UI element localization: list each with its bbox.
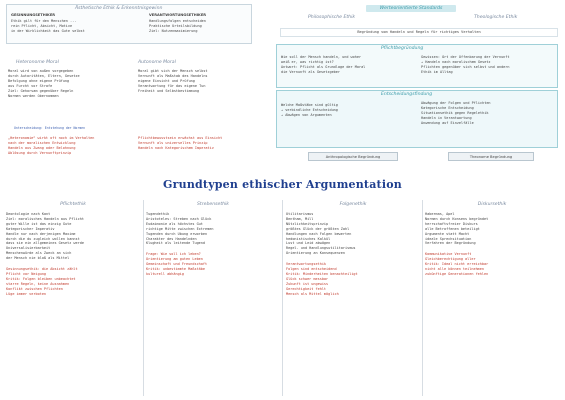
- autonomy-list: [138, 69, 260, 94]
- list-item: Frage: Wie soll ich leben?: [146, 252, 201, 257]
- main-title: Grundtypen ethischer Argumentation: [163, 178, 402, 191]
- theonomous-label: Theonome Begründung: [448, 152, 534, 161]
- list-item: Utilitarismus: [286, 212, 314, 216]
- list-item: Pflichten gegenüber sich selbst und andern: [421, 64, 510, 69]
- list-item: Ethik im Alltag: [421, 69, 453, 74]
- list-item: Kategorische Entscheidung: [421, 105, 474, 110]
- list-item: die Vernunft als Gesetzgeber: [281, 69, 341, 74]
- list-item: Ziel: Nutzenmaximierung: [149, 28, 198, 33]
- list-item: Zukunft ist ungewiss: [286, 281, 329, 286]
- top-right-title-banner: [366, 5, 456, 12]
- list-item: Freiheit und Selbstbestimmung: [138, 88, 200, 93]
- column-title: Diskursethik: [477, 202, 507, 207]
- col2-list: [149, 19, 249, 34]
- list-item: Gesinnungsethik: die Absicht zählt: [6, 267, 78, 272]
- column-main-list: [6, 212, 140, 261]
- list-item: Moral gibt sich der Mensch selbst: [138, 69, 208, 73]
- list-item: Kommunikative Vernunft: [425, 252, 472, 257]
- list-item: aus Furcht vor Strafe: [8, 83, 53, 88]
- top-right-subtitle: Begründung vom Handeln und Regeln für richtiges Verhalten: [280, 28, 558, 37]
- note: Unterscheidung: Entstehung der Normen: [14, 126, 86, 130]
- list-item: Kategorischer Imperativ: [6, 226, 55, 231]
- list-item: Menschenwürde als Zweck an sich: [6, 251, 72, 256]
- list-item: Anwendung auf Einzelfälle: [421, 120, 474, 125]
- column-red-list: [425, 252, 559, 277]
- list-item: herrschaftsfreier Diskurs: [425, 221, 478, 226]
- heteronomy-list: [8, 69, 130, 98]
- left-label: Philosophische Ethik: [308, 15, 356, 20]
- list-item: Ziel: moralisches Handeln aus Pflicht: [6, 216, 84, 221]
- list-item: Lust und Leid abwägen: [286, 241, 331, 246]
- list-item: größtes Glück der größten Zahl: [286, 226, 350, 231]
- list-item: Lüge immer verboten: [6, 291, 47, 296]
- list-item: Klugheit als leitende Tugend: [146, 241, 206, 246]
- list-item: Kritik: Minderheiten benachteiligt: [286, 271, 358, 276]
- list-item: Situationsethik gegen Regelethik: [421, 110, 489, 115]
- list-item: alle Betroffenen beteiligt: [425, 226, 480, 231]
- list-item: eigene Einsicht und Prüfung: [138, 78, 195, 83]
- decision-left-list: [281, 103, 415, 118]
- list-item: hedonistisches Kalkül: [286, 236, 331, 241]
- list-item: nicht alle können teilnehmen: [425, 267, 485, 272]
- list-item: richtige Mitte zwischen Extremen: [146, 226, 214, 231]
- top-left-panel: [6, 4, 252, 44]
- top-right-panel: [278, 4, 558, 44]
- autonomy-title: Autonome Moral: [138, 60, 176, 65]
- column-divider: [143, 200, 144, 396]
- list-item: Bentham, Mill: [286, 216, 314, 221]
- heteronomy-red-list: [8, 136, 132, 156]
- list-item: Welche Maßstäbe sind gültig: [281, 103, 338, 107]
- argument-column: [286, 202, 420, 297]
- list-item: Gleichberechtigung aller: [425, 257, 476, 262]
- list-item: Verantwortungsethik: [286, 262, 327, 267]
- list-item: Praktische Urteilsbildung: [149, 23, 202, 28]
- list-item: durch die du zugleich wollen kannst: [6, 236, 80, 241]
- list-item: durch Autoritäten, Eltern, Gesetze: [8, 73, 80, 78]
- list-item: Ablösung durch Vernunftprinzip: [8, 150, 72, 155]
- argument-column: [425, 202, 559, 277]
- list-item: Gerechtigkeit fehlt: [286, 286, 327, 291]
- list-item: Kritik: unbestimmte Maßstäbe: [146, 267, 206, 272]
- list-item: guter Wille ist das einzig Gute: [6, 221, 72, 226]
- col1-list: [11, 19, 139, 34]
- list-item: Orientierung am guten Leben: [146, 257, 203, 262]
- duty-box: [276, 44, 558, 88]
- list-item: Universalisierbarkeit: [6, 246, 51, 251]
- list-item: Ziel: Gehorsam gegenüber Regeln: [8, 88, 74, 93]
- autonomy-red-list: [138, 136, 260, 151]
- list-item: Handle nur nach derjenigen Maxime: [6, 231, 76, 236]
- list-item: der Mensch nie bloß als Mittel: [6, 256, 70, 261]
- list-item: dass sie ein allgemeines Gesetz werde: [6, 241, 84, 246]
- list-item: Befolgung ohne eigene Prüfung: [8, 78, 70, 83]
- column-red-list: [6, 267, 140, 296]
- list-item: Ethik gilt für den Menschen ...: [11, 19, 77, 23]
- decision-right-list: [421, 101, 555, 126]
- list-item: Eudaimonie als höchstes Gut: [146, 221, 203, 226]
- list-item: Argumente statt Macht: [425, 231, 470, 236]
- list-item: Handlungsfolgen entscheiden: [149, 19, 206, 23]
- column-title: Pflichtethik: [60, 202, 86, 207]
- column-main-list: [146, 212, 280, 246]
- column-red-list: [146, 252, 280, 277]
- list-item: Konflikt zwischen Pflichten: [6, 286, 63, 291]
- list-item: Moral wird von außen vorgegeben: [8, 69, 74, 73]
- list-item: in der Wirklichkeit das Gute selbst: [11, 28, 85, 33]
- list-item: Habermas, Apel: [425, 212, 455, 216]
- list-item: starre Regeln, keine Ausnahmen: [6, 281, 70, 286]
- duty-right-list: [421, 55, 555, 75]
- list-item: Normen durch Konsens begründet: [425, 216, 489, 221]
- list-item: Gewissen: Ort der Offenbarung der Vernunft: [421, 55, 510, 59]
- column-title: Strebensethik: [197, 202, 229, 207]
- list-item: Pflicht vor Neigung: [6, 271, 47, 276]
- list-item: kulturell abhängig: [146, 271, 184, 276]
- list-item: Folgen sind entscheidend: [286, 267, 337, 272]
- column-title: Folgenethik: [339, 202, 367, 207]
- list-item: ideale Sprechsituation: [425, 236, 472, 241]
- list-item: Orientierung an Konsequenzen: [286, 251, 346, 256]
- column-red-list: [286, 262, 420, 296]
- top-right-title: Werteorientierte Standards: [379, 6, 443, 11]
- argument-column: [6, 202, 140, 297]
- anthropological-label: Anthropologische Begründung: [308, 152, 398, 161]
- column-main-list: [425, 212, 559, 246]
- list-item: Handeln in Verantwortung: [421, 115, 472, 120]
- list-item: Mensch als Mittel möglich: [286, 291, 339, 296]
- list-item: Charakter des Handelnden: [146, 236, 197, 241]
- list-item: Abwägung der Folgen und Pflichten: [421, 101, 491, 105]
- list-item: Regel- und Handlungsutilitarismus: [286, 246, 356, 251]
- duty-left-list: [281, 55, 415, 75]
- list-item: Tugenden durch Übung erworben: [146, 231, 208, 236]
- list-item: Handlungen nach Folgen bewerten: [286, 231, 352, 236]
- list-item: Kritik: Ideal nicht erreichbar: [425, 262, 489, 267]
- list-item: → Handeln nach moralischem Gesetz: [421, 59, 491, 64]
- list-item: Nützlichkeitsprinzip: [286, 221, 329, 226]
- list-item: Gemeinschaft und Freundschaft: [146, 262, 208, 267]
- list-item: Normen werden übernommen: [8, 93, 59, 98]
- top-left-title: Ästhetische Ethik & Erkenntnisgewinn: [75, 6, 163, 11]
- list-item: → verbindliche Entscheidung: [281, 107, 338, 112]
- right-label: Theologische Ethik: [474, 15, 518, 20]
- list-item: Verantwortung für das eigene Tun: [138, 83, 206, 88]
- list-item: Glück schwer messbar: [286, 276, 329, 281]
- list-item: Kritik: Folgen bleiben unbeachtet: [6, 276, 76, 281]
- list-item: Wie soll der Mensch handeln, und woher: [281, 55, 362, 59]
- list-item: Vernunft als universelles Prinzip: [138, 140, 208, 145]
- column-main-list: [286, 212, 420, 256]
- col1-heading: GESINNUNGSETHIKER: [11, 13, 56, 17]
- column-divider: [282, 200, 283, 396]
- list-item: Handeln aus Zwang oder Belohnung: [8, 145, 76, 150]
- list-item: „Heteronomie“ wirkt oft noch im Verhalten: [8, 136, 95, 140]
- col2-heading: VERANTWORTUNGSETHIKER: [149, 13, 207, 17]
- list-item: nach der moralischen Entwicklung: [8, 140, 76, 145]
- list-item: zukünftige Generationen fehlen: [425, 271, 489, 276]
- list-item: → Abwägen von Argumenten: [281, 112, 332, 117]
- list-item: Deontologie nach Kant: [6, 212, 51, 216]
- list-item: Verfahren der Begründung: [425, 241, 476, 246]
- decision-box: [276, 90, 558, 148]
- duty-box-title: Pflichtbegründung: [381, 46, 424, 51]
- list-item: rein Pflicht, Absicht, Motive: [11, 23, 73, 28]
- mid-left-panel: [6, 60, 262, 190]
- list-item: Tugendethik: [146, 212, 170, 216]
- column-divider: [422, 200, 423, 396]
- list-item: Handeln nach Kategorischem Imperativ: [138, 145, 214, 150]
- list-item: weiß er, was richtig ist?: [281, 59, 334, 64]
- list-item: Vernunft als Maßstab des Handelns: [138, 73, 208, 78]
- list-item: Aristoteles: Streben nach Glück: [146, 216, 212, 221]
- list-item: Pflichtbewusstsein erwächst aus Einsicht: [138, 136, 223, 140]
- argument-column: [146, 202, 280, 277]
- decision-box-title: Entscheidungsfindung: [381, 92, 433, 97]
- list-item: Antwort: Pflicht als Grundlage der Moral: [281, 64, 366, 69]
- heteronomy-title: Heteronome Moral: [16, 60, 59, 65]
